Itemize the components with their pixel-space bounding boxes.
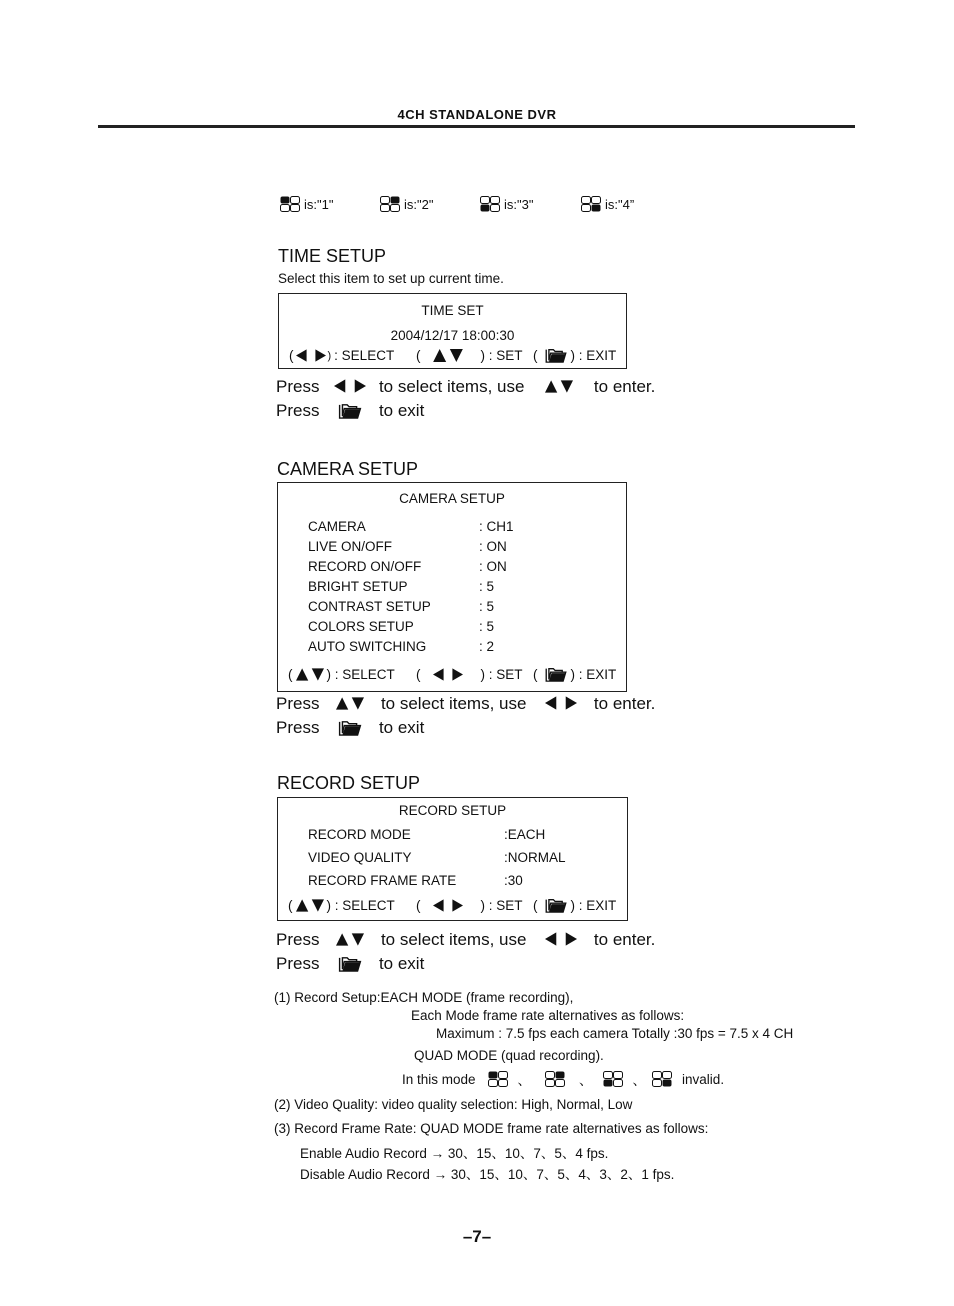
record-panel-title: RECORD SETUP [398, 803, 507, 818]
setting-value[interactable]: : ON [479, 539, 507, 554]
quad-icon-2 [380, 196, 400, 212]
quad-icon-1 [280, 196, 300, 212]
up-down-arrows-icon [296, 668, 324, 681]
folder-icon [544, 347, 568, 363]
legend-label-2: is:"2" [404, 196, 434, 212]
left-right-arrows-icon [433, 899, 463, 912]
setting-value[interactable]: :NORMAL [504, 850, 566, 865]
press-mid-text: to select items, use [378, 377, 525, 396]
legend-item-2 [380, 196, 433, 212]
note-3a: Enable Audio Record → 30、15、10、7、5、4 fps. [300, 1146, 609, 1161]
legend-item-4 [581, 196, 634, 212]
left-right-arrows-icon [334, 379, 366, 393]
separator: 、 [517, 1073, 532, 1088]
note-1b: Maximum : 7.5 fps each camera Totally :30 fps = 7.5 x 4 CH [436, 1026, 794, 1041]
setting-value[interactable]: :EACH [504, 827, 546, 842]
note-1a: Each Mode frame rate alternatives as follows: [411, 1008, 685, 1023]
legend-label-1: is:"1" [304, 196, 334, 212]
setting-value[interactable]: : 5 [479, 579, 495, 594]
legend-label-4: is:"4” [605, 196, 635, 212]
setting-label: CONTRAST SETUP [308, 599, 431, 614]
press-end-text: to enter. [593, 694, 656, 713]
camera-setup-panel [277, 482, 627, 692]
time-set-datetime: 2004/12/17 18:00:30 [390, 328, 515, 343]
time-set-control[interactable]: ( ) : SET [416, 348, 523, 363]
record-select-label: ) : SELECT [326, 898, 395, 913]
note-1d [402, 1069, 724, 1089]
time-setup-subtitle: Select this item to set up current time. [278, 271, 504, 286]
setting-value[interactable]: :30 [504, 873, 523, 888]
record-setup-panel [277, 797, 628, 921]
setting-label: CAMERA [308, 519, 366, 534]
time-exit-control[interactable]: ( ) : EXIT [533, 347, 617, 363]
header-rule [98, 125, 855, 128]
press-exit-text: to exit [378, 401, 425, 420]
time-exit-label: ) : EXIT [570, 347, 617, 363]
press-label: Press [276, 954, 320, 973]
legend-item-1 [280, 196, 333, 212]
setting-label: RECORD MODE [308, 827, 411, 842]
separator: 、 [632, 1073, 647, 1088]
setting-label: RECORD FRAME RATE [308, 873, 457, 888]
record-set-control[interactable]: ( ) : SET [416, 898, 523, 913]
press-label: Press [276, 694, 320, 713]
quad-icon-3 [480, 196, 500, 212]
left-right-arrows-icon [545, 696, 577, 710]
up-down-arrows-icon [433, 349, 463, 362]
left-right-arrows-icon [296, 349, 326, 362]
folder-icon [544, 666, 568, 682]
up-down-arrows-icon [545, 380, 573, 393]
note-3b: Disable Audio Record → 30、15、10、7、5、4、3、2、1 fps. [300, 1167, 675, 1182]
setting-value[interactable]: : ON [479, 559, 507, 574]
time-press-line-1 [276, 377, 655, 397]
folder-icon [544, 897, 568, 913]
note-1d-prefix: In this mode [402, 1071, 476, 1087]
press-label: Press [276, 377, 320, 396]
setting-label: COLORS SETUP [308, 619, 414, 634]
camera-set-label: ) : SET [480, 667, 523, 682]
time-select-control[interactable]: ( ) : SELECT [289, 348, 395, 363]
setting-label: BRIGHT SETUP [308, 579, 408, 594]
camera-press-line-1 [276, 694, 655, 714]
separator: 、 [579, 1073, 593, 1088]
press-mid-text: to select items, use [380, 930, 527, 949]
record-setup-title: RECORD SETUP [277, 773, 421, 793]
press-mid-text: to select items, use [380, 694, 527, 713]
press-end-text: to enter. [593, 377, 656, 396]
camera-panel-title: CAMERA SETUP [399, 491, 505, 506]
setting-value[interactable]: : 5 [479, 619, 495, 634]
setting-label: VIDEO QUALITY [308, 850, 412, 865]
page-number: –7– [462, 1227, 492, 1246]
camera-press-line-2 [276, 718, 424, 739]
record-select-control[interactable]: ( ) : SELECT [288, 898, 395, 913]
record-exit-label: ) : EXIT [570, 897, 617, 913]
left-right-arrows-icon [545, 932, 577, 946]
setting-value[interactable]: : CH1 [479, 519, 514, 534]
quad-icon-4 [581, 196, 601, 212]
quad-icon-4 [652, 1071, 672, 1087]
note-1c: QUAD MODE (quad recording). [414, 1048, 604, 1063]
camera-set-control[interactable]: ( ) : SET [416, 667, 523, 682]
note-2: (2) Video Quality: video quality selection: High, Normal, Low [274, 1097, 633, 1112]
setting-value[interactable]: : 2 [479, 639, 495, 654]
press-label: Press [276, 718, 320, 737]
time-set-title: TIME SET [421, 303, 484, 318]
time-press-line-2 [276, 401, 424, 422]
press-label: Press [276, 930, 320, 949]
note-1d-suffix: invalid. [682, 1071, 725, 1087]
folder-icon [338, 719, 362, 736]
camera-exit-control[interactable]: ( ) : EXIT [533, 666, 617, 682]
folder-icon [338, 955, 362, 972]
up-down-arrows-icon [296, 899, 324, 912]
note-3: (3) Record Frame Rate: QUAD MODE frame rate alternatives as follows: [274, 1121, 709, 1136]
setting-label: LIVE ON/OFF [308, 539, 393, 554]
press-label: Press [276, 401, 320, 420]
quad-icon-2 [545, 1071, 565, 1087]
press-end-text: to enter. [593, 930, 656, 949]
time-set-label: ) : SET [480, 348, 523, 363]
press-exit-text: to exit [378, 718, 425, 737]
setting-label: RECORD ON/OFF [308, 559, 422, 574]
setting-value[interactable]: : 5 [479, 599, 495, 614]
note-1: (1) Record Setup:EACH MODE (frame recording), [274, 990, 574, 1005]
setting-label: AUTO SWITCHING [308, 639, 427, 654]
record-press-line-1 [276, 930, 655, 950]
legend-label-3: is:"3" [504, 196, 534, 212]
quad-icon-3 [603, 1071, 623, 1087]
record-set-label: ) : SET [480, 898, 523, 913]
up-down-arrows-icon [336, 697, 364, 710]
camera-exit-label: ) : EXIT [570, 666, 617, 682]
time-select-label: : SELECT [334, 348, 395, 363]
legend-item-3 [480, 196, 533, 212]
camera-select-control[interactable]: ( ) : SELECT [288, 667, 395, 682]
time-setup-title: TIME SETUP [278, 246, 387, 266]
document-header: 4CH STANDALONE DVR [397, 107, 557, 122]
press-exit-text: to exit [378, 954, 425, 973]
record-exit-control[interactable]: ( ) : EXIT [533, 897, 617, 913]
camera-setup-title: CAMERA SETUP [277, 459, 419, 479]
quad-icon-1 [488, 1071, 508, 1087]
time-set-panel [278, 293, 627, 369]
folder-icon [338, 402, 362, 419]
camera-select-label: ) : SELECT [326, 667, 395, 682]
record-press-line-2 [276, 954, 424, 975]
left-right-arrows-icon [433, 668, 463, 681]
up-down-arrows-icon [336, 933, 364, 946]
